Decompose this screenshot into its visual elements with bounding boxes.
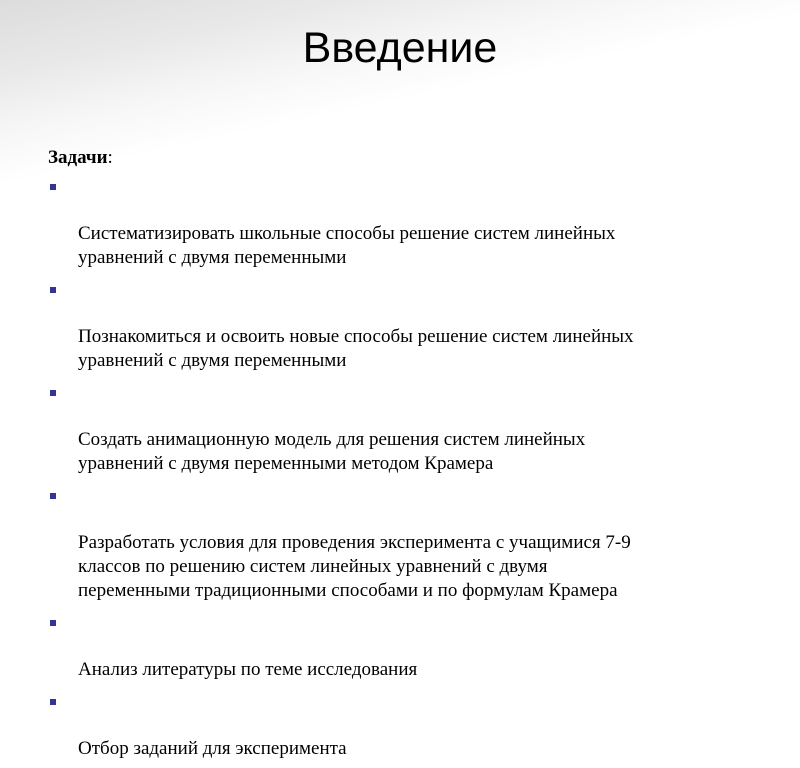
square-bullet-icon (50, 699, 56, 705)
square-bullet-icon (50, 184, 56, 190)
task-text: Создать анимационную модель для решения систем линейных уравнений с двумя переменными методом Крамера (78, 429, 586, 474)
list-item (48, 689, 748, 761)
task-text: Анализ литературы по теме исследования (78, 659, 418, 680)
square-bullet-icon (50, 493, 56, 499)
list-item (48, 610, 748, 682)
tasks-heading-label: Задачи (48, 147, 108, 168)
slide-title: Введение (302, 24, 498, 72)
square-bullet-icon (50, 620, 56, 626)
task-text: Систематизировать школьные способы решение систем линейных уравнений с двумя переменными (78, 223, 616, 268)
tasks-heading (48, 146, 748, 170)
square-bullet-icon (50, 390, 56, 396)
list-item (48, 483, 748, 603)
task-list (48, 174, 748, 761)
task-text: Познакомиться и освоить новые способы решение систем линейных уравнений с двумя переменными (78, 326, 634, 371)
square-bullet-icon (50, 287, 56, 293)
list-item (48, 174, 748, 270)
list-item (48, 277, 748, 373)
list-item (48, 380, 748, 476)
tasks-heading-colon: : (107, 147, 113, 168)
slide-content (48, 146, 748, 768)
task-text: Отбор заданий для эксперимента (78, 738, 347, 759)
task-text: Разработать условия для проведения эксперимента с учащимися 7-9 классов по решению систем линейных уравнений с двумя переменными традиционными способами и по формулам Крамера (78, 532, 631, 601)
